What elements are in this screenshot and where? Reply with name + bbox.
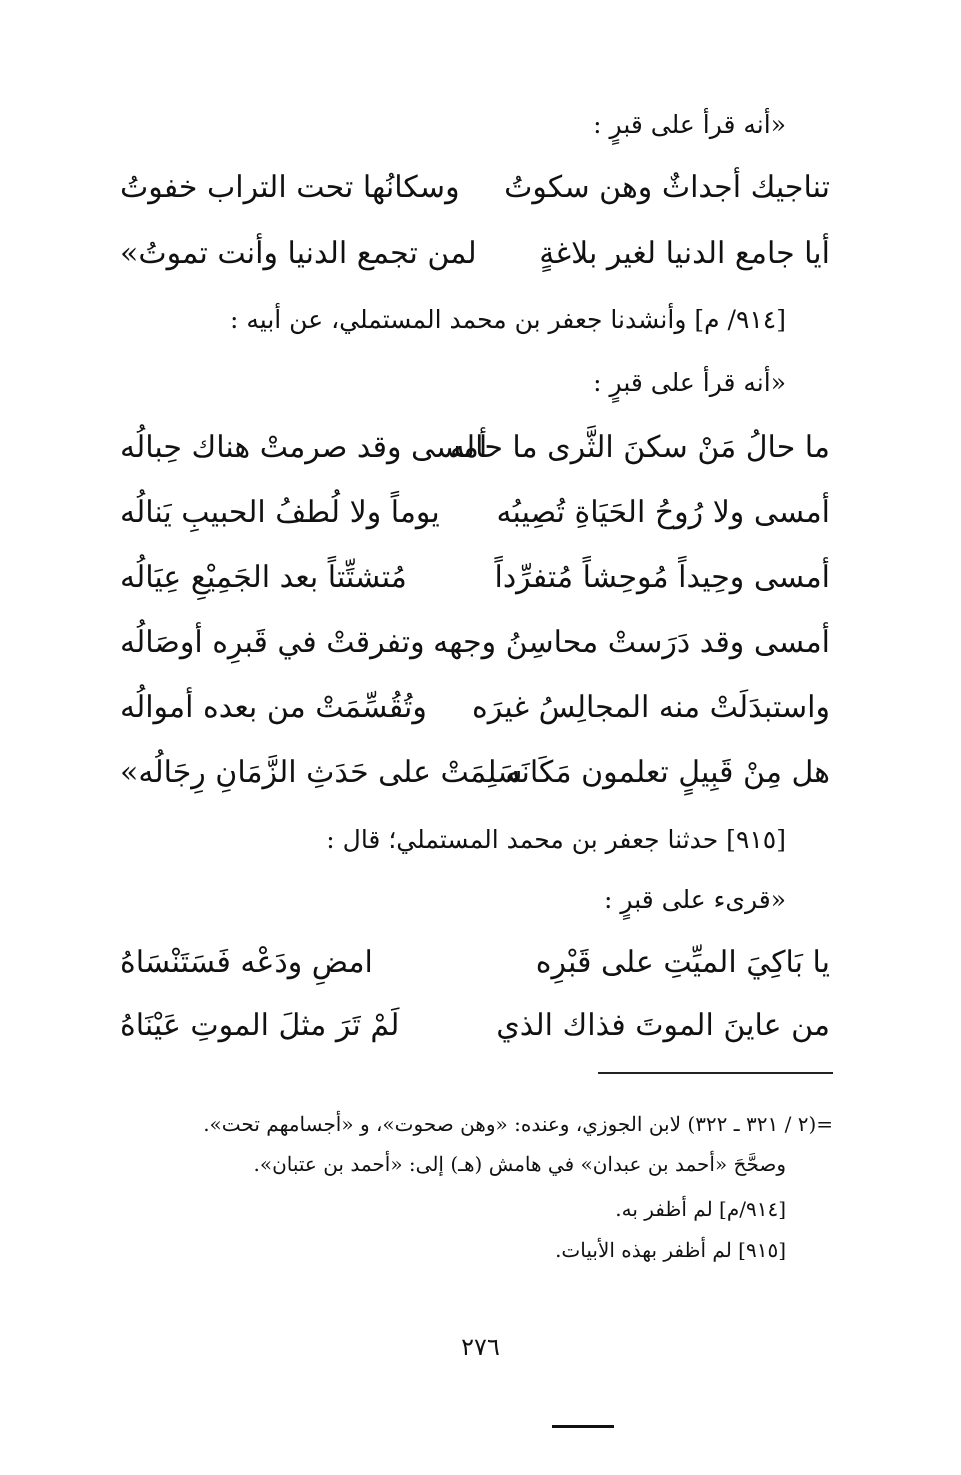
verse-2-6 [120,755,830,805]
verse-first-hemistich: أيا جامع الدنيا لغير بلاغةٍ [539,236,830,271]
verse-3-2 [120,1008,830,1058]
verse-first-hemistich: أمسى وقد دَرَستْ محاسِنُ وجهه [433,625,830,660]
verse-first-hemistich: واستبدَلَتْ منه المجالِسُ غيرَه [472,690,830,725]
verse-2-2 [120,495,830,545]
verse-second-hemistich: وسكانُها تحت التراب خفوتُ [120,170,460,205]
verse-first-hemistich: يا بَاكِيَ الميِّتِ على قَبْرِه [535,945,830,980]
poem-intro-1: «أنه قرأ على قبرٍ : [593,110,786,139]
verse-2-3 [120,560,830,610]
verse-second-hemistich: لَمْ تَرَ مثلَ الموتِ عَيْنَاهُ [120,1008,400,1043]
verse-2-5 [120,690,830,740]
verse-second-hemistich: لمن تجمع الدنيا وأنت تموتُ» [120,236,477,271]
poem-intro-2: «أنه قرأ على قبرٍ : [593,368,786,397]
verse-1-1 [120,170,830,220]
footnote-line-3: [٩١٤/م] لم أظفر به. [615,1197,786,1221]
verse-second-hemistich: امضِ ودَعْه فَسَتَنْسَاهُ [120,945,373,980]
verse-second-hemistich: وتفرقتْ في قَبرِه أوصَالُه [120,625,425,660]
verse-first-hemistich: تناجيك أجداثٌ وهن سكوتُ [504,170,830,205]
verse-2-1 [120,430,830,480]
verse-first-hemistich: من عاينَ الموتَ فذاك الذي [496,1008,830,1043]
verse-1-2 [120,236,830,286]
verse-first-hemistich: ما حالُ مَنْ سكنَ الثَّرى ما حاله [449,430,830,465]
verse-first-hemistich: أمسى ولا رُوحُ الحَيَاةِ تُصِيبُه [496,495,830,530]
verse-2-4 [120,625,830,675]
verse-second-hemistich: أمسى وقد صرمتْ هناك حِبالُه [120,430,488,465]
hadith-heading-915: [٩١٥] حدثنا جعفر بن محمد المستملي؛ قال : [326,825,786,854]
poem-intro-3: «قرىء على قبرٍ : [604,885,786,914]
verse-second-hemistich: يوماً ولا لُطفُ الحبيبِ يَنالُه [120,495,440,530]
verse-first-hemistich: أمسى وحِيداً مُوحِشاً مُتفرِّداً [494,560,830,595]
verse-second-hemistich: سَلِمَتْ على حَدَثِ الزَّمَانِ رِجَالُه» [120,755,523,790]
footnote-separator [598,1072,833,1074]
footnote-line-1: =(٢ / ٣٢١ ـ ٣٢٢) لابن الجوزي، وعنده: «وهن صحوت»، و «أجسامهم تحت». [203,1112,833,1136]
bottom-ornament-rule [552,1425,614,1428]
verse-3-1 [120,945,830,995]
footnote-line-4: [٩١٥] لم أظفر بهذه الأبيات. [555,1238,786,1262]
hadith-heading-914m: [٩١٤/ م] وأنشدنا جعفر بن محمد المستملي، عن أبيه : [230,305,786,334]
verse-second-hemistich: وتُقُسِّمَتْ من بعده أموالُه [120,690,427,725]
footnote-line-2: وصحَّحَ «أحمد بن عبدان» في هامش (هـ) إلى: «أحمد بن عتبان». [253,1152,786,1176]
page-number: ٢٧٦ [461,1333,500,1361]
verse-second-hemistich: مُتشتِّتاً بعد الجَمِيْعِ عِيَالُه [120,560,407,595]
verse-first-hemistich: هل مِنْ قَبِيلٍ تعلمون مَكَانَه [505,755,830,790]
